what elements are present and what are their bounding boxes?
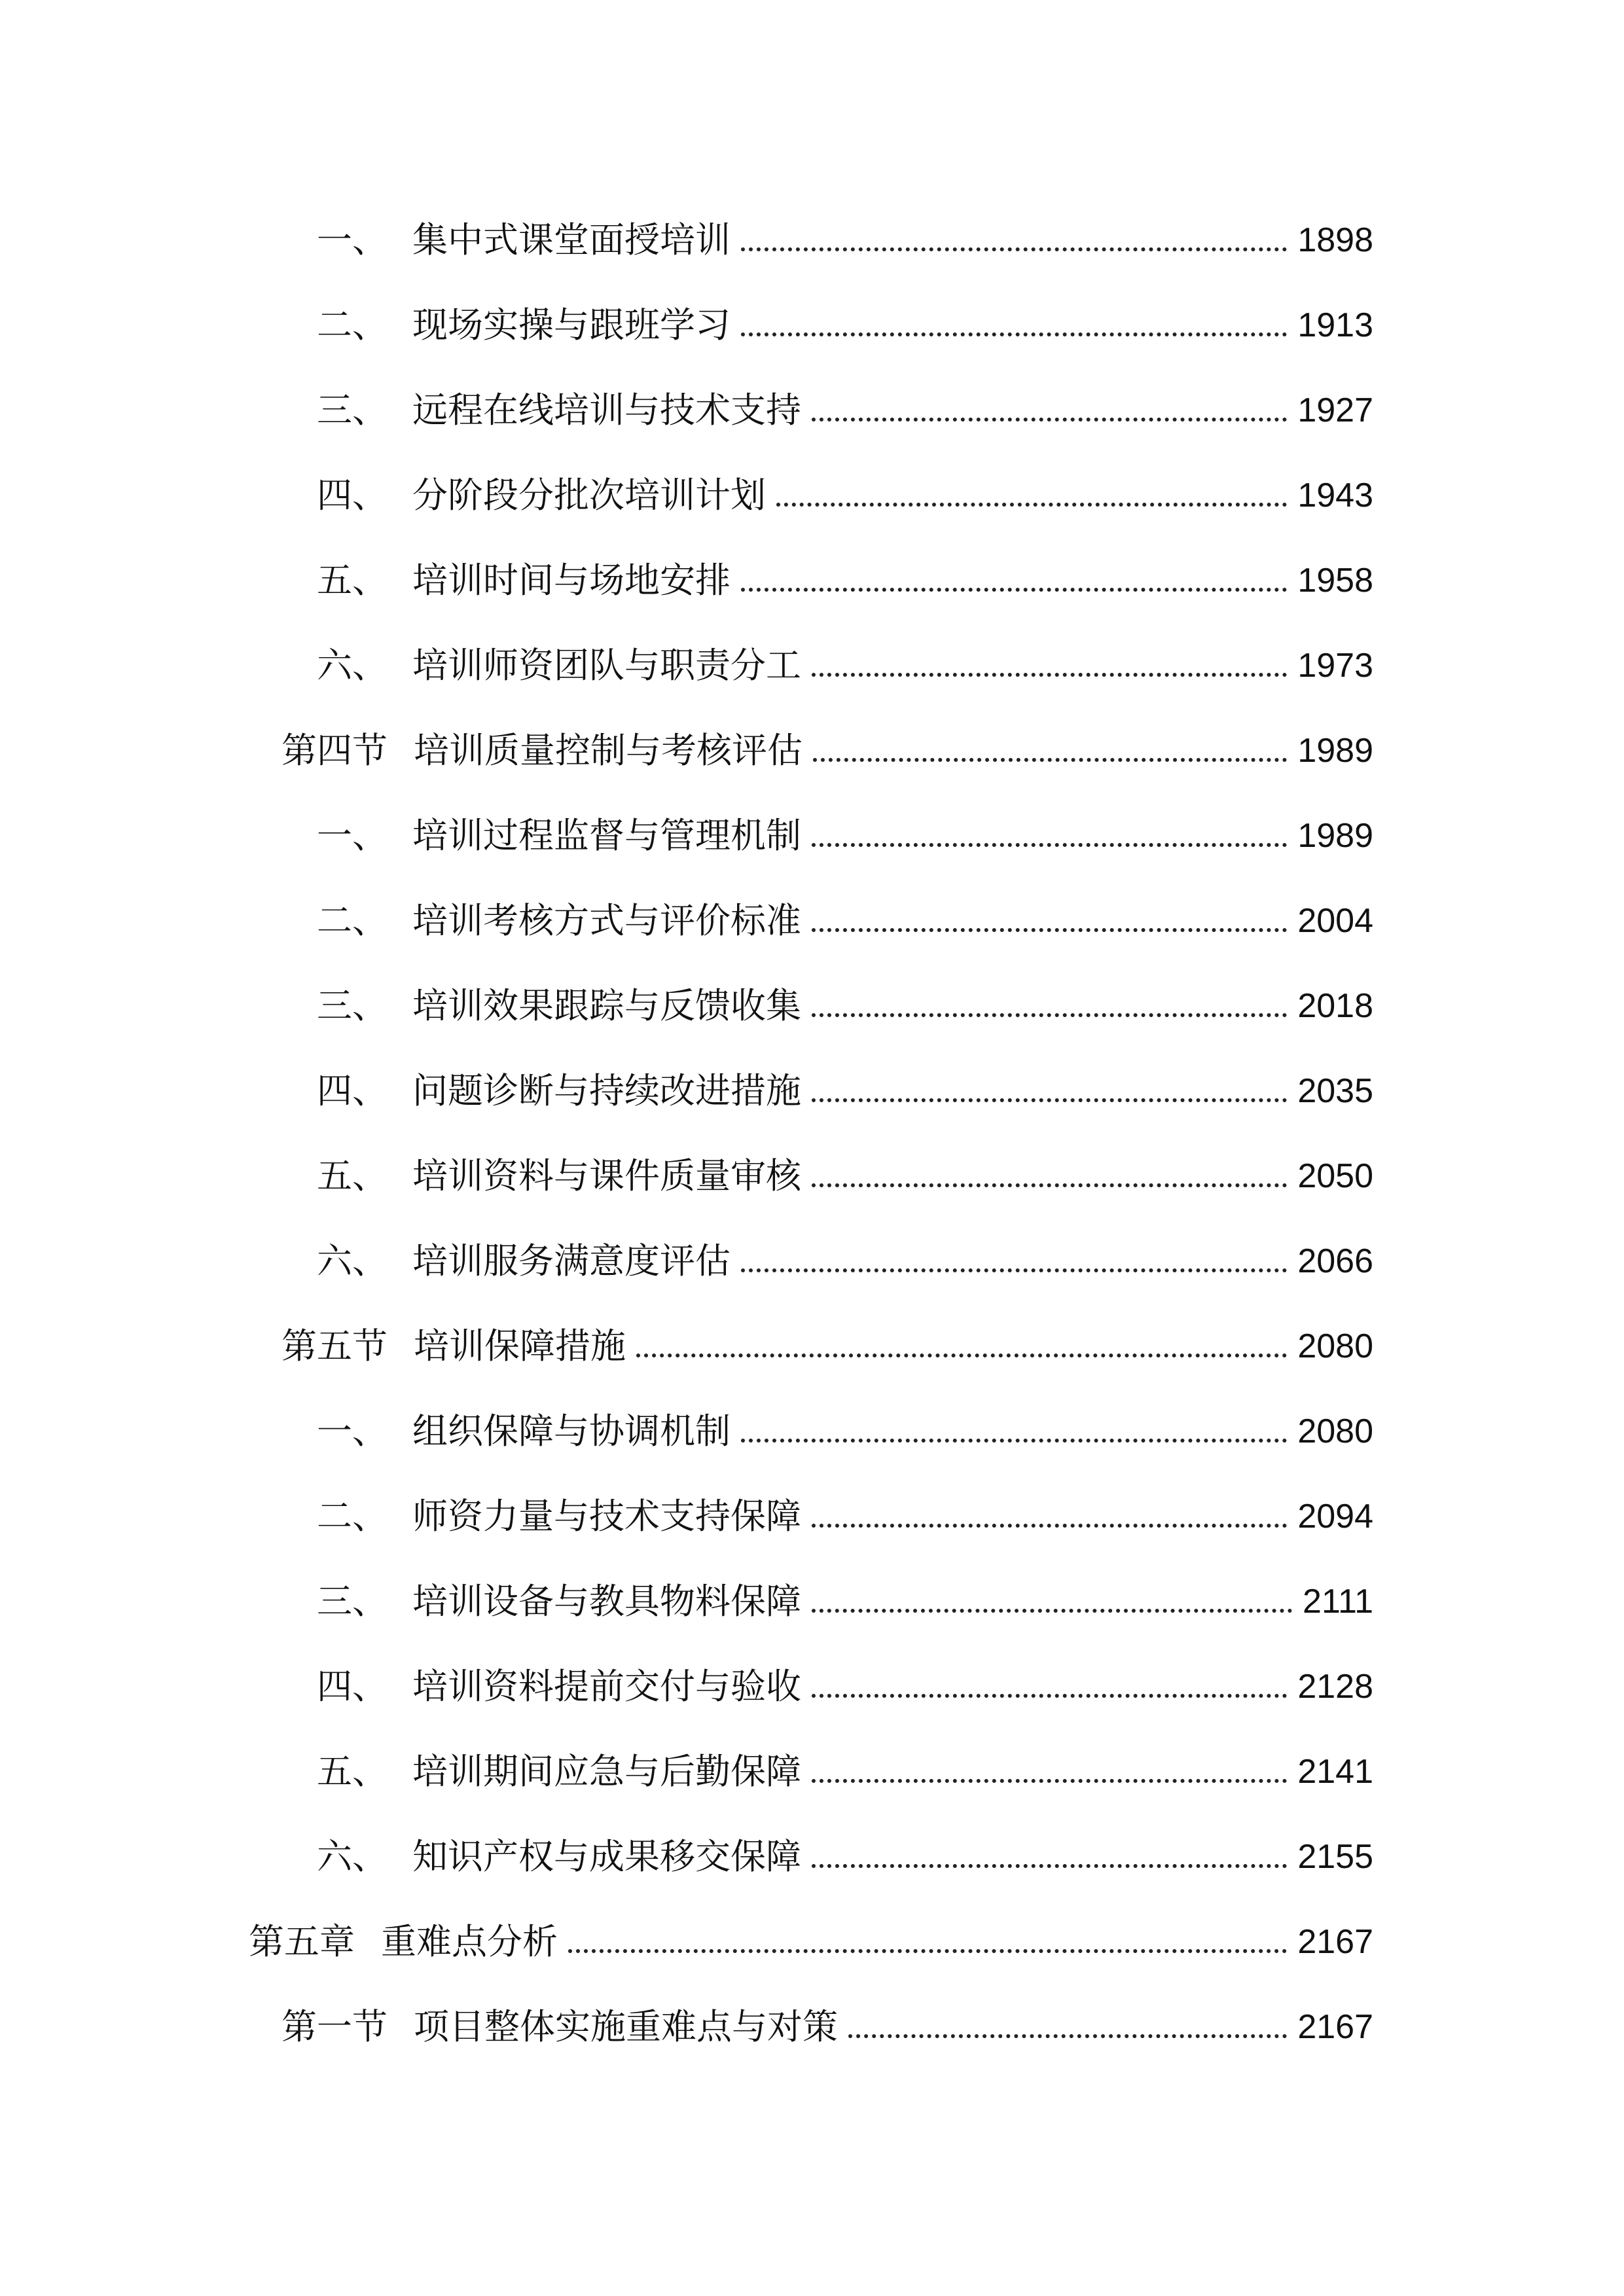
dot-leader: [812, 1524, 1287, 1528]
toc-entry-title: 集中式课堂面授培训: [412, 219, 731, 260]
toc-entry-title: 培训考核方式与评价标准: [412, 900, 801, 941]
toc-entry-title: 分阶段分批次培训计划: [412, 475, 766, 516]
toc-entry-page: 1989: [1297, 817, 1373, 855]
toc-entry-page: 2128: [1297, 1668, 1373, 1706]
toc-entry-number: 五、: [317, 1155, 388, 1196]
toc-entry-page: 2167: [1297, 2008, 1373, 2046]
dot-leader: [741, 588, 1287, 592]
toc-entry-title: 现场实操与跟班学习: [412, 304, 731, 346]
toc-entry-title: 培训时间与场地安排: [412, 560, 731, 601]
toc-entry-number: 一、: [317, 219, 388, 260]
dot-leader: [812, 1013, 1287, 1017]
toc-entry[interactable]: [317, 800, 1373, 872]
toc-entry-page: 1927: [1297, 391, 1373, 429]
toc-section-entry[interactable]: [281, 715, 1373, 787]
toc-entry-number: 六、: [317, 1836, 388, 1877]
dot-leader: [812, 1183, 1287, 1187]
toc-entry-page: 1913: [1297, 306, 1373, 344]
toc-entry-page: 2018: [1297, 987, 1373, 1025]
toc-entry-page: 1898: [1297, 221, 1373, 259]
toc-entry[interactable]: [317, 1225, 1373, 1297]
toc-entry[interactable]: [317, 1821, 1373, 1893]
dot-leader: [812, 843, 1287, 847]
toc-entry-title: 师资力量与技术支持保障: [412, 1496, 801, 1537]
toc-entry-title: 问题诊断与持续改进措施: [412, 1070, 801, 1111]
toc-entry-number: 六、: [317, 645, 388, 686]
toc-section-label: 第四节: [281, 730, 388, 771]
toc-section-label: 第五节: [281, 1325, 388, 1367]
toc-entry-page: 2004: [1297, 902, 1373, 940]
toc-section-entry[interactable]: [281, 1991, 1373, 2063]
toc-entry-title: 远程在线培训与技术支持: [412, 389, 801, 431]
toc-entry-title: 组织保障与协调机制: [412, 1410, 731, 1452]
toc-entry-number: 三、: [317, 985, 388, 1026]
toc-entry-title: 培训资料提前交付与验收: [412, 1666, 801, 1707]
toc-entry-number: 三、: [317, 1581, 388, 1622]
toc-entry-title: 培训质量控制与考核评估: [414, 730, 803, 771]
toc-entry-title: 培训保障措施: [414, 1325, 626, 1367]
toc-entry-number: 五、: [317, 560, 388, 601]
toc-entry-number: 二、: [317, 304, 388, 346]
toc-entry-title: 知识产权与成果移交保障: [412, 1836, 801, 1877]
toc-entry-title: 培训服务满意度评估: [412, 1240, 731, 1282]
toc-entry-number: 一、: [317, 1410, 388, 1452]
dot-leader: [568, 1949, 1287, 1953]
dot-leader: [812, 673, 1287, 677]
toc-entry-title: 培训过程监督与管理机制: [412, 815, 801, 856]
toc-entry-title: 培训设备与教具物料保障: [412, 1581, 801, 1622]
dot-leader: [812, 1779, 1287, 1783]
toc-entry[interactable]: [317, 1055, 1373, 1127]
toc-entry[interactable]: [317, 885, 1373, 957]
toc-entry[interactable]: [317, 970, 1373, 1042]
toc-chapter-label: 第五章: [249, 1921, 355, 1962]
toc-entry-number: 二、: [317, 900, 388, 941]
toc-entry-number: 四、: [317, 475, 388, 516]
toc-entry[interactable]: [317, 459, 1373, 531]
toc-entry-page: 2035: [1297, 1072, 1373, 1110]
toc-entry-page: 2080: [1297, 1327, 1373, 1365]
toc-entry-page: 2050: [1297, 1157, 1373, 1195]
toc-entry-page: 2094: [1297, 1498, 1373, 1535]
toc-entry[interactable]: [317, 1395, 1373, 1467]
toc-entry[interactable]: [317, 1140, 1373, 1212]
dot-leader: [741, 1439, 1287, 1443]
dot-leader: [812, 1694, 1287, 1698]
dot-leader: [812, 1609, 1292, 1613]
dot-leader: [812, 928, 1287, 932]
toc-entry[interactable]: [317, 545, 1373, 617]
toc-entry-page: 2066: [1297, 1242, 1373, 1280]
dot-leader: [741, 247, 1287, 251]
toc-entry[interactable]: [317, 204, 1373, 276]
toc-entry-title: 培训资料与课件质量审核: [412, 1155, 801, 1196]
dot-leader: [848, 2034, 1287, 2038]
toc-section-entry[interactable]: [281, 1310, 1373, 1382]
dot-leader: [813, 758, 1287, 762]
toc-entry-title: 培训效果跟踪与反馈收集: [412, 985, 801, 1026]
toc-entry-number: 一、: [317, 815, 388, 856]
toc-entry-page: 1943: [1297, 476, 1373, 514]
toc-entry-title: 培训期间应急与后勤保障: [412, 1751, 801, 1792]
toc-entry-title: 项目整体实施重难点与对策: [414, 2006, 838, 2047]
toc-entry-title: 培训师资团队与职责分工: [412, 645, 801, 686]
dot-leader: [741, 332, 1287, 336]
toc-section-label: 第一节: [281, 2006, 388, 2047]
toc-entry-number: 三、: [317, 389, 388, 431]
dot-leader: [741, 1268, 1287, 1272]
dot-leader: [812, 1864, 1287, 1868]
dot-leader: [776, 503, 1287, 507]
toc-entry-number: 六、: [317, 1240, 388, 1282]
dot-leader: [636, 1354, 1287, 1357]
toc-entry-page: 1973: [1297, 647, 1373, 685]
toc-entry[interactable]: [317, 1566, 1373, 1638]
dot-leader: [812, 1098, 1287, 1102]
toc-entry[interactable]: [317, 1736, 1373, 1808]
toc-entry-number: 四、: [317, 1666, 388, 1707]
dot-leader: [812, 418, 1287, 422]
toc-entry[interactable]: [317, 289, 1373, 361]
toc-entry-page: 2167: [1297, 1923, 1373, 1961]
toc-entry[interactable]: [317, 630, 1373, 702]
toc-entry-page: 1989: [1297, 732, 1373, 770]
toc-entry[interactable]: [317, 1651, 1373, 1723]
toc-entry-page: 1958: [1297, 562, 1373, 600]
toc-entry[interactable]: [317, 374, 1373, 446]
toc-entry-number: 五、: [317, 1751, 388, 1792]
toc-entry-number: 四、: [317, 1070, 388, 1111]
toc-entry-page: 2141: [1297, 1753, 1373, 1791]
toc-chapter-entry[interactable]: [249, 1906, 1373, 1978]
toc-entry-page: 2155: [1297, 1838, 1373, 1876]
toc-entry-page: 2111: [1303, 1583, 1373, 1621]
toc-entry-page: 2080: [1297, 1412, 1373, 1450]
toc-entry[interactable]: [317, 1480, 1373, 1552]
toc-entry-title: 重难点分析: [381, 1921, 558, 1962]
toc-entry-number: 二、: [317, 1496, 388, 1537]
